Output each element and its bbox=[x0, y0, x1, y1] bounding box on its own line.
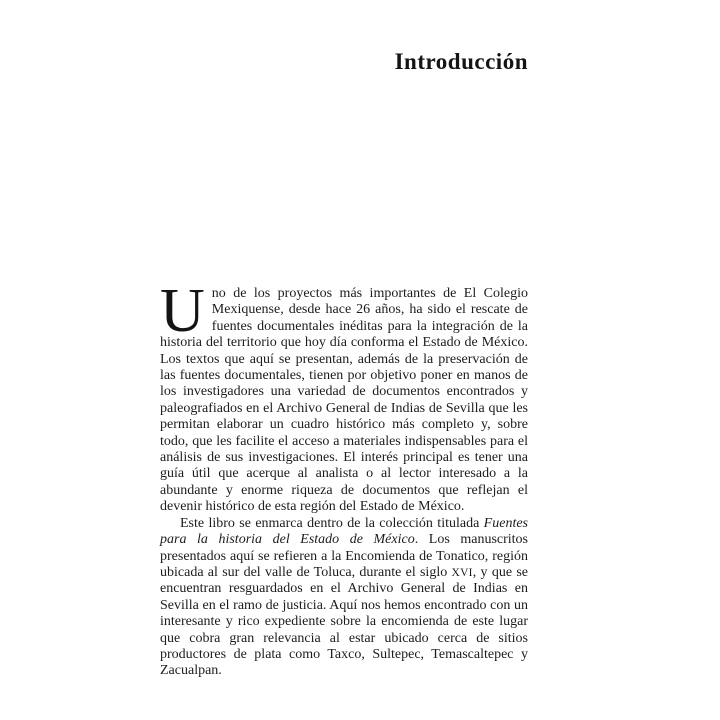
text-segment: . Los manuscritos presentados aquí se refieren a la Encomienda de Tonatico, región ubicada al sur del valle de Toluca, durante el siglo bbox=[160, 532, 528, 580]
paragraph-book-description bbox=[160, 516, 528, 680]
chapter-title: Introducción bbox=[394, 49, 528, 74]
body-text-block bbox=[160, 277, 528, 680]
paragraph-intro bbox=[160, 277, 528, 516]
text-segment: XVI bbox=[451, 566, 473, 579]
text-segment: , y que se encuentran resguardados en el Archivo General de Indias en Sevilla en el ramo de justicia. Aquí nos hemos encontrado con un interesante y rico expediente sobre la encomienda de este lugar que cobra gran relevancia al estar ubicado cerca de sitios productores de plata como Taxco, Sultepec, Temascaltepec y Zacualpan. bbox=[160, 564, 528, 679]
drop-cap: U bbox=[160, 277, 205, 345]
paragraph-intro-text: no de los proyectos más importantes de El Colegio Mexiquense, desde hace 26 años, ha sido el rescate de fuentes documentales inéditas para la integración de la historia del territorio que hoy día conforma el Estado de México. Los textos que aquí se presentan, además de la preservación de las fuentes documentales, tienen por objetivo poner en manos de los investigadores una variedad de documentos encontrados y paleografiados en el Archivo General de Indias de Sevilla que les permitan elaborar un cuadro histórico más completo y, sobre todo, que les facilite el acceso a materiales indispensables para el análisis de sus investigaciones. El interés principal es tener una guía útil que acerque al analista o al lector interesado a la abundante y enorme riqueza de documentos que reflejan el devenir histórico de esta región del Estado de México. bbox=[160, 286, 528, 515]
text-segment: Este libro se enmarca dentro de la colección titulada bbox=[180, 515, 484, 531]
text-segment: Fuentes para la historia del Estado de México bbox=[160, 515, 528, 548]
